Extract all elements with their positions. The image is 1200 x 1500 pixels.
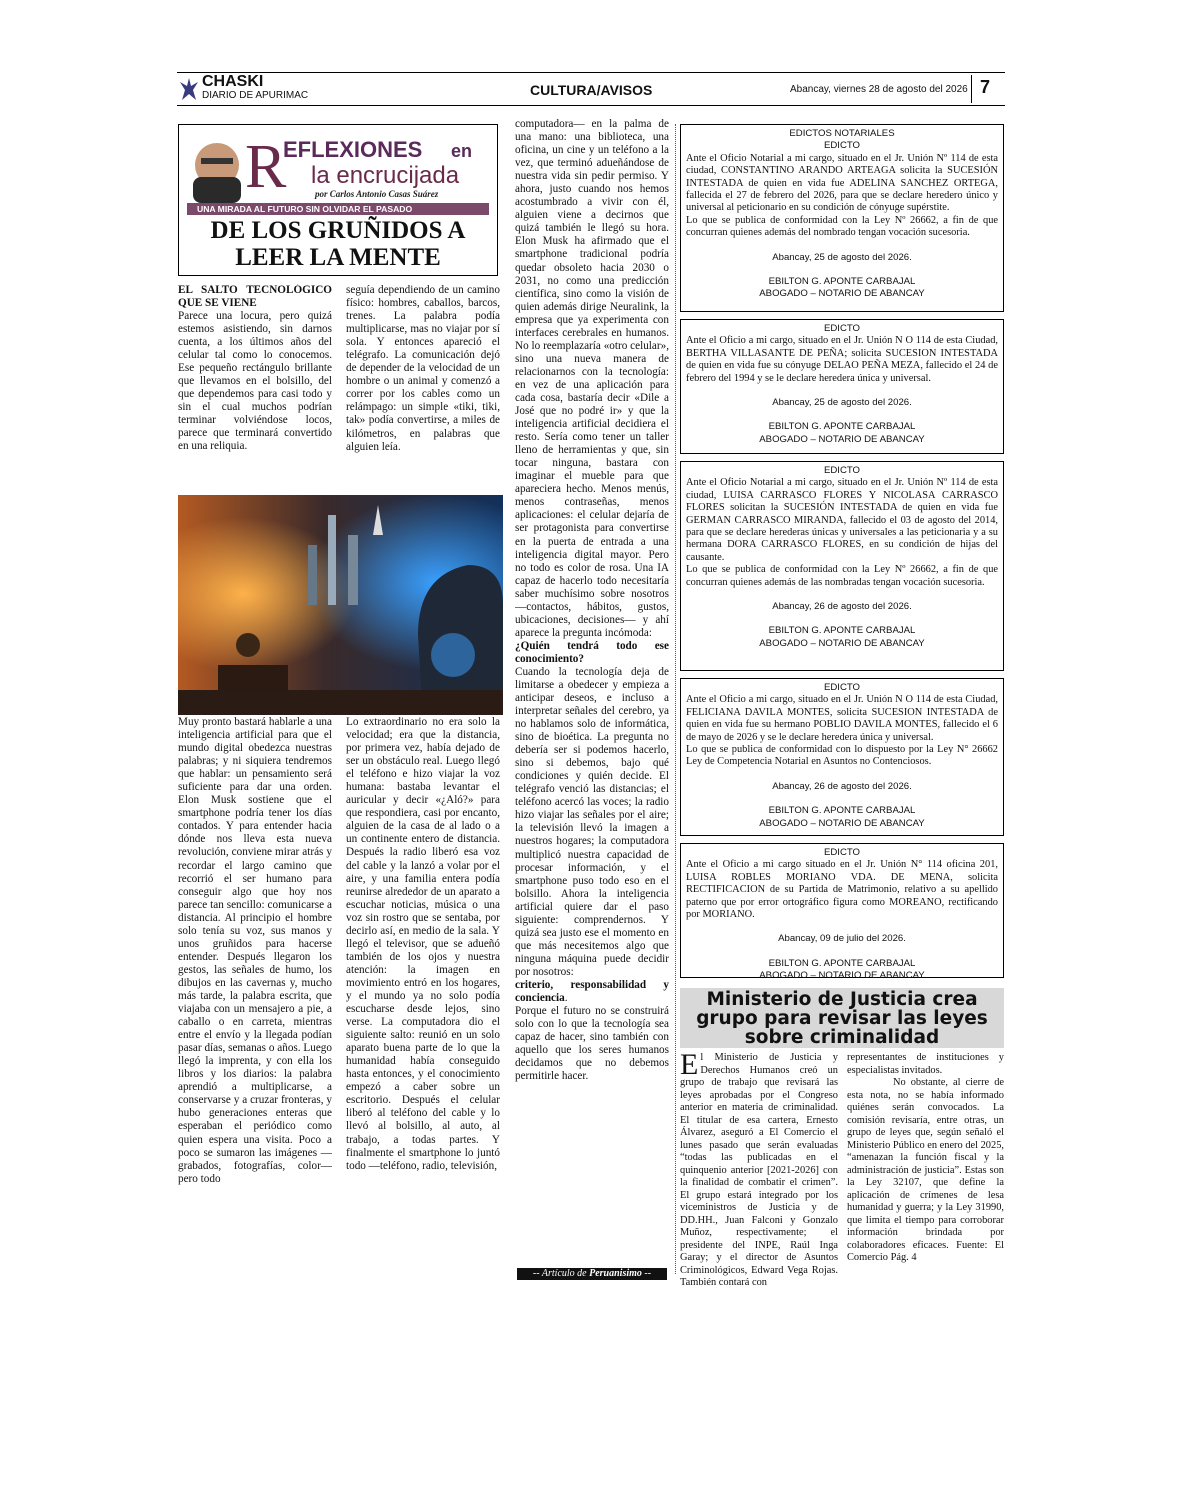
news-column-1 xyxy=(680,1048,838,1288)
notary-role: ABOGADO – NOTARIO DE ABANCAY xyxy=(759,817,925,829)
edicts-section-title: EDICTOS NOTARIALES xyxy=(789,128,895,139)
news-headline-box xyxy=(680,988,1004,1048)
banner-tagline: UNA MIRADA AL FUTURO SIN OLVIDAR EL PASADO xyxy=(197,204,413,214)
banner-initial: R xyxy=(245,133,287,201)
brand-subtitle: DIARIO DE APURIMAC xyxy=(202,90,309,101)
edict-law: Lo que se publica de conformidad con lo dispuesto por la Ley N° 26662 Ley de Competencia Notarial en Asuntos no Contenciosos. xyxy=(686,744,998,768)
article-paragraph: Parece una locura, pero quizá estemos asistiendo, sin darnos cuenta, a los últimos años del celular tal como lo conocemos. Ese pequeño rectángulo brillante que llevamos en el bolsillo, del que dependemos para casi todo y sin el cual muchos podrían terminar volviéndose locos, parece que terminará convertido en una reliquia. xyxy=(178,310,332,453)
news-paragraph: No obstante, al cierre de esta nota, no se había informado quiénes serán convocados. La comisión revisaría, entre otras, un grupo de leyes que, según señaló el Ministerio Público en enero del 2025, “amenazan la función fiscal y la administración de justicia”. Estas son la Ley 32107, que define la aplicación de crímenes de lesa humanidad y guerra; y la Ley 31990, que limita el tiempo para corroborar información brindada por colaboradores eficaces. Fuente: El Comercio Pág. 4 xyxy=(847,1077,1004,1263)
news-dropcap: E xyxy=(680,1048,699,1081)
edict-notice xyxy=(680,124,1004,312)
edict-body: Ante el Oficio Notarial a mi cargo, situado en el Jr. Unión Nº 114 de esta ciudad, CONSTANTINO ARANDO ARTEAGA solicita la SUCESIÓN INTESTADA de quien en vida fue ADELINA SANCHEZ ORTEGA, fallecida el 27 de febrero del 2026, para que se declare heredero único y universal al peticionario en su condición de cónyuge supérstite. xyxy=(686,152,998,214)
edict-date: Abancay, 26 de agosto del 2026. xyxy=(772,780,912,792)
article-credit: -- Artículo de Peruanisimo -- xyxy=(517,1268,667,1280)
column-banner-art xyxy=(179,125,497,217)
article-paragraph: Muy pronto bastará hablarle a una inteligencia artificial para que el mundo digital obedezca nuestras palabras; y ni siquiera tendremos que hablar: un pensamiento será suficiente para dar una orden. Elon Musk sostiene que el smartphone podría tener los días contados. Y para entender hacia dónde nos lleva esta nueva revolución, conviene mirar atrás y recordar el largo camino que recorrió el ser humano para conseguir algo que hoy nos parece tan sencillo: comunicarse a distancia. Al principio el hombre solo tenía su voz, sus manos y unos gruñidos para hacerse entender. Después llegaron los gestos, las señales de humo, los dibujos en las cavernas y, mucho más tarde, la palabra escrita, que viajaba con un mensajero a pie, a caballo o en carreta, mientras entre el envío y la llegada podían pasar días, semanas o años. Luego llegó la imprenta, y con ella los libros y los diarios: la palabra aprendió a multiplicarse, a conservarse y a cruzar fronteras, y hubo generaciones enteras que esperaban el periódico como quien espera una visita. Poco a poco se sumaron las imágenes —grabados, fotografías, color— pero todo xyxy=(178,716,332,1185)
notary-role: ABOGADO – NOTARIO DE ABANCAY xyxy=(759,970,925,982)
article-column-3: computadora— en la palma de una mano: una biblioteca, una oficina, un cine y un teléfono a la vez, que terminó adueñándose de nuestra vida sin pedir permiso. Y ahora, justo cuando nos hemos acostumbrado a vivir con él, alguien viene a decirnos que quizá también le llegó su hora. Elon Musk ha afirmado que el smartphone tradicional podría quedar obsoleto hacia 2030 o 2031, no como una predicción científica, sino como la visión de quien además dirige Neuralink, la empresa que ya experimenta con interfaces cerebrales en humanos. No lo reemplazaría «otro celular», sino una nueva manera de relacionarnos con la tecnología: en vez de una aplicación para cada cosa, bastaría decir «Dile a José que no podré ir» y que la inteligencia artificial decidiera el resto. Sería como tener un taller lleno de herramientas y que, sin tocar ninguna, bastara con imaginar el mueble para que apareciera hecho. Menos menús, menos contraseñas, menos aplicaciones: el celular dejaría de ser protagonista para convertirse en la puerta de entrada a una inteligencia digital mayor. Pero no todo es color de rosa. Una IA capaz de hacerlo todo necesitaría saber muchísimo sobre nosotros —contactos, hábitos, gustos, ubicaciones, decisiones— y ahí aparece la pregunta incómoda: ¿Quién tendrá todo ese conocimiento? Cuando la tecnología deja de limitarse a obedecer y empieza a anticipar deseos, e incluso a interpretar señales del cerebro, ya no hablamos solo de informática, sino de bioética. La pregunta no debería ser si podemos hacerlo, sino si debemos, bajo qué condiciones y quién decide. El telégrafo venció las distancias; el teléfono acercó las voces; la radio hizo viajar las señales por el aire; la televisión llevó la imagen a nuestros hogares; la computadora multiplicó nuestra capacidad de procesar información, y el smartphone puso todo eso en el bolsillo. Ahora la inteligencia artificial quiere dar el paso siguiente: comprendernos. Y quizá sea justo ese el momento en que más necesitemos algo que ninguna máquina puede decidir por nosotros: criterio, responsabilidad y conciencia. Porque el futuro no se construirá solo con lo que la tecnología sea capaz de hacer, sino también con aquello que los seres humanos decidamos que no debemos permitirle hacer. xyxy=(515,118,669,1083)
article-bold-phrase: criterio, responsabilidad y conciencia xyxy=(515,979,669,1005)
edict-date: Abancay, 09 de julio del 2026. xyxy=(778,933,906,945)
article-subheading-question: ¿Quién tendrá todo ese conocimiento? xyxy=(515,639,669,665)
edict-body: Ante el Oficio a mi cargo, situado en el Jr. Unión N O 114 de esta Ciudad, BERTHA VILLASANTE DE PEÑA; solicita SUCESION INTESTADA de quien en vida fue su cónyuge DELAO PEÑA MEZA, fallecido el 24 de febrero del 1994 y se le declare heredera única y universal. xyxy=(686,335,998,384)
notary-role: ABOGADO – NOTARIO DE ABANCAY xyxy=(759,637,925,649)
news-column-2 xyxy=(847,1052,1004,1284)
brand-name: CHASKI xyxy=(202,73,264,90)
news-paragraph: l Ministerio de Justicia y Derechos Humanos creó un grupo de trabajo que revisará las leyes aprobadas por el Congreso anterior en materia de criminalidad. El titular de esa cartera, Ernesto Álvarez, aseguró a El Comercio el lunes pasado que serán evaluadas “todas las publicadas en el quinquenio anterior [2021-2026] con la finalidad de combatir el crimen”. El grupo estará integrado por los viceministros de Justicia y de DD.HH., Juan Falconi y Gonzalo Muñoz, respectivamente; el presidente del INPE, Raúl Inga Garay; y el director de Asuntos Criminológicos, Edward Vega Rojas. También contará con xyxy=(680,1052,838,1288)
notary-name: EBILTON G. APONTE CARBAJAL xyxy=(768,276,916,288)
edict-body: Ante el Oficio Notarial a mi cargo, situado en el Jr. Unión Nº 114 de esta ciudad, LUISA CARRASCO FLORES Y NICOLASA CARRASCO FLORES solicitan la SUCESIÓN INTESTADA de quien en vida fue GERMAN CARRASCO MIRANDA, fallecido el 03 de agosto del 2014, para que se declare herederas únicas y universales a las peticionaria y a su hermana DORA CARRASCO FLORES, en su condición de hijas del causante. xyxy=(686,477,998,563)
news-headline: Ministerio de Justicia crea grupo para revisar las leyes sobre criminalidad xyxy=(696,989,988,1048)
edict-notice xyxy=(680,843,1004,982)
article-subheading: EL SALTO TECNOLÓGICO QUE SE VIENE xyxy=(178,284,332,309)
edict-notice xyxy=(680,319,1004,454)
article-column-2-top xyxy=(346,284,500,492)
notary-name: EBILTON G. APONTE CARBAJAL xyxy=(768,625,916,637)
edict-title: EDICTO xyxy=(823,323,861,334)
edict-title: EDICTO xyxy=(823,847,861,858)
article-column-1-bottom xyxy=(178,716,332,1278)
banner-title-a: EFLEXIONES xyxy=(283,137,423,162)
dateline: Abancay, viernes 28 de agosto del 2026 xyxy=(790,84,968,95)
page-number: 7 xyxy=(980,77,991,97)
section-title: CULTURA/AVISOS xyxy=(530,82,653,98)
banner-author: por Carlos Antonio Casas Suárez xyxy=(315,189,439,199)
edict-title: EDICTO xyxy=(823,465,861,476)
column-banner xyxy=(178,124,498,276)
news-paragraph: representantes de instituciones y especialistas invitados. xyxy=(847,1052,1004,1076)
notary-name: EBILTON G. APONTE CARBAJAL xyxy=(768,957,916,969)
edict-body: Ante el Oficio a mi cargo situado en el Jr. Unión N° 114 oficina 201, LUISA ROBLES MORIANO VDA. DE MENA, solicita RECTIFICACION de su Partida de Matrimonio, relativo a su apellido paterno que por error ortográfico figura como MOREANO, rectificando por MORIANO. xyxy=(686,859,998,921)
article-paragraph: seguía dependiendo de un camino físico: hombres, caballos, barcos, trenes. La palabra podía multiplicarse, mas no viajar por sí sola. Y entonces apareció el telégrafo. La comunicación dejó de depender de la velocidad de un hombre o un animal y comenzó a correr por los cables como un relámpago: un simple «tiki, tiki, tak» podía convertirse, a miles de kilómetros, en palabras que alguien leía. xyxy=(346,284,500,453)
edict-law: Lo que se publica de conformidad con la Ley Nº 26662, a fin de que concurran quienes además de las nombradas tengan vocación sucesoria. xyxy=(686,564,998,588)
article-illustration xyxy=(178,495,503,715)
notary-role: ABOGADO – NOTARIO DE ABANCAY xyxy=(759,288,925,300)
edict-notice xyxy=(680,678,1004,836)
article-headline: DE LOS GRUÑIDOS A LEER LA MENTE xyxy=(210,217,466,271)
article-paragraph: Lo extraordinario no era solo la velocidad; era que la distancia, por primera vez, había dejado de ser un obstáculo real. Luego llegó el teléfono e hizo viajar la voz humana: bastaba levantar el auricular y decir «¿Aló?» para que respondiera, casi por encanto, alguien de la casa de al lado o a un continente entero de distancia. Después la radio liberó esa voz del cable y la lanzó a volar por el aire, y una familia entera podía reunirse alrededor de un aparato a escuchar noticias, música o una voz sin rostro que se sentaba, por decirlo así, en medio de la sala. Y llegó el televisor, que se adueñó también de los ojos y nuestra atención: la imagen en movimiento entró en los hogares, y el mundo ya no solo podía escucharse desde lejos, sino verse. La computadora dio el siguiente salto: reunió en un solo aparato buena parte de lo que la humanidad había conseguido hasta entonces, y el conocimiento empezó a caber sobre un escritorio. Después el celular liberó al teléfono del cable y lo llevó al bolsillo, al auto, al trabajo, a todas partes. Y finalmente el smartphone lo juntó todo —teléfono, radio, televisión, xyxy=(346,716,500,1172)
banner-title-b: la encrucijada xyxy=(311,162,460,189)
edict-notice xyxy=(680,461,1004,671)
edict-law: Lo que se publica de conformidad con la Ley Nº 26662, a fin de que concurran quienes además del nombrado tengan vocación sucesoria. xyxy=(686,214,998,239)
article-column-2-bottom xyxy=(346,716,500,1278)
edict-title: EDICTO xyxy=(823,682,861,693)
article-column-1-top xyxy=(178,284,332,492)
header-top-rule xyxy=(177,72,1005,73)
article-paragraph: computadora— en la palma de una mano: una biblioteca, una oficina, un cine y un teléfono a la vez, que terminó adueñándose de nuestra vida sin pedir permiso. Y ahora, justo cuando nos hemos acostumbrado a vivir con él, alguien viene a decirnos que quizá también le llegó su hora. Elon Musk ha afirmado que el smartphone tradicional podría quedar obsoleto hacia 2030 o 2031, no como una predicción científica, sino como la visión de quien además dirige Neuralink, la empresa que ya experimenta con interfaces cerebrales en humanos. No lo reemplazaría «otro celular», sino una nueva manera de relacionarnos con la tecnología: en vez de una aplicación para cada cosa, bastaría decir «Dile a José que no podré ir» y que la inteligencia artificial decidiera el resto. Sería como tener un taller lleno de herramientas y que, sin tocar ninguna, bastara con imaginar el mueble para que apareciera hecho. Menos menús, menos contraseñas, menos aplicaciones: el celular dejaría de ser protagonista para convertirse en la puerta de entrada a una inteligencia digital mayor. Pero no todo es color de rosa. Una IA capaz de hacerlo todo necesitaría saber muchísimo sobre nosotros —contactos, hábitos, gustos, ubicaciones, decisiones— y ahí aparece la pregunta incómoda: xyxy=(515,118,669,639)
edict-date: Abancay, 26 de agosto del 2026. xyxy=(772,601,912,613)
edict-date: Abancay, 25 de agosto del 2026. xyxy=(772,251,912,263)
notary-role: ABOGADO – NOTARIO DE ABANCAY xyxy=(759,433,925,445)
banner-title-en: en xyxy=(451,141,473,161)
column-separator xyxy=(675,124,676,1274)
article-paragraph: Porque el futuro no se construirá solo con lo que la tecnología sea capaz de hacer, sino también con aquello que los seres humanos decidamos que no debemos permitirle hacer. xyxy=(515,1005,669,1083)
page-number-divider xyxy=(971,75,972,103)
condor-logo-icon xyxy=(178,74,200,104)
edict-date: Abancay, 25 de agosto del 2026. xyxy=(772,397,912,409)
article-paragraph: Cuando la tecnología deja de limitarse a obedecer y empieza a anticipar deseos, e incluso a interpretar señales del cerebro, ya no hablamos solo de informática, sino de bioética. La pregunta no debería ser si podemos hacerlo, sino si debemos, bajo qué condiciones y quién decide. El telégrafo venció las distancias; el teléfono acercó las voces; la radio hizo viajar las señales por el aire; la televisión llevó la imagen a nuestros hogares; la computadora multiplicó nuestra capacidad de procesar información, y el smartphone puso todo eso en el bolsillo. Ahora la inteligencia artificial quiere dar el paso siguiente: comprendernos. Y quizá sea justo ese el momento en que más necesitemos algo que ninguna máquina puede decidir por nosotros: xyxy=(515,665,669,978)
header-bottom-rule xyxy=(177,105,1005,106)
notary-name: EBILTON G. APONTE CARBAJAL xyxy=(768,805,916,817)
notary-name: EBILTON G. APONTE CARBAJAL xyxy=(768,421,916,433)
edict-body: Ante el Oficio a mi cargo, situado en el Jr. Unión N O 114 de esta Ciudad, FELICIANA DAVILA MONTES, solicita SUCESION INTESTADA de quien en vida fue su hermano POBLIO DAVILA MONTES, fallecido el 6 de mayo de 2026 y se le declare heredera única y universal. xyxy=(686,694,998,743)
edict-title: EDICTO xyxy=(823,140,861,152)
